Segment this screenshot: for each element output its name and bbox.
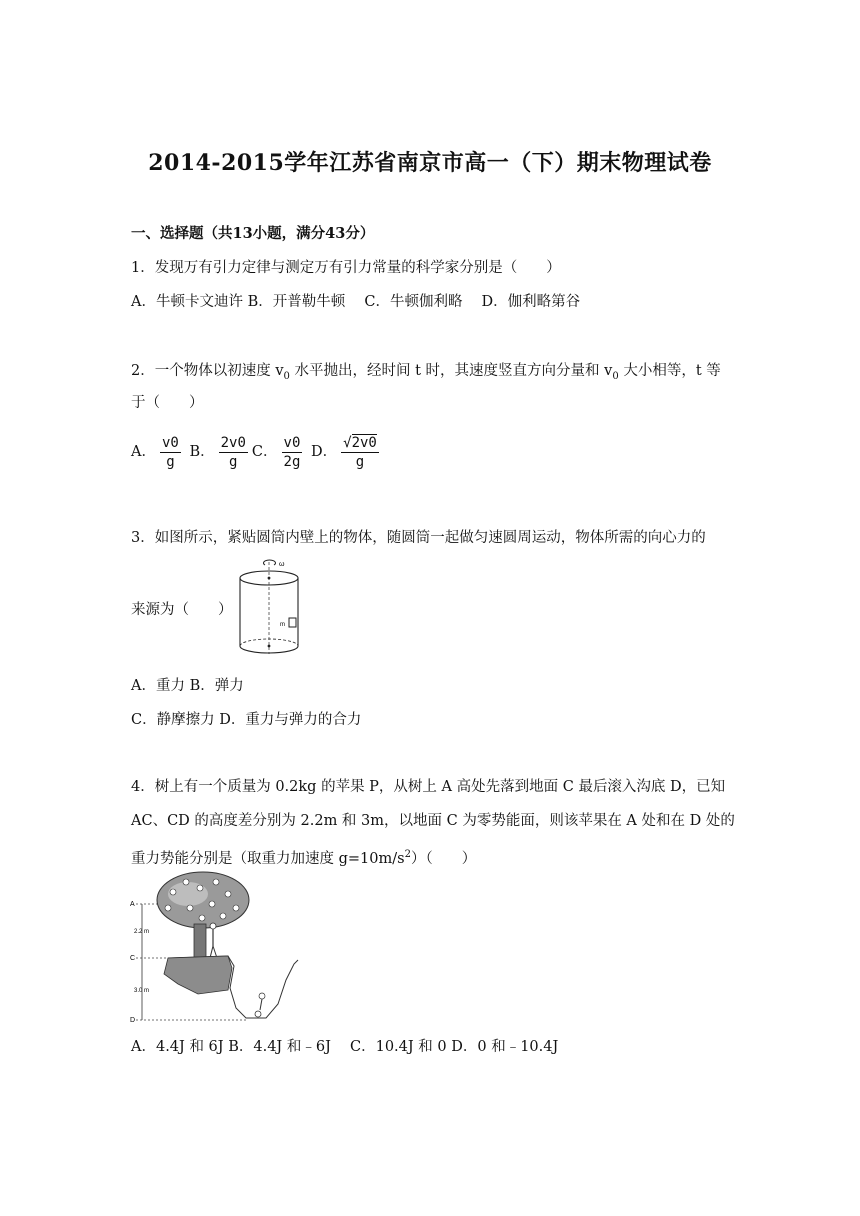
option-c-label: C．: [251, 444, 278, 460]
label-a: A: [130, 901, 135, 908]
question-2-options: [131, 432, 383, 472]
question-2-stem-cont: 于（ ）: [131, 395, 204, 411]
question-3-stem-cont: 来源为（ ）: [131, 602, 233, 618]
question-4-line-1: 4．树上有一个质量为 0.2kg 的苹果 P，从树上 A 高处先落到地面 C 最后滚入沟底 D，已知: [131, 779, 726, 795]
question-1-options: A．牛顿卡文迪许 B．开普勒牛顿 C．牛顿伽利略 D．伽利略第谷: [131, 294, 581, 310]
question-1-stem: 1．发现万有引力定律与测定万有引力常量的科学家分别是（ ）: [131, 260, 561, 276]
question-4-line-2: AC、CD 的高度差分别为 2.2m 和 3m，以地面 C 为零势能面，则该苹果在 A 处和在 D 处的: [131, 813, 735, 829]
question-2-stem: 2．一个物体以初速度 $v_0$ 水平抛出，经时间 t 时，其速度竖直方向分量和 $v_0$ 大小相等，t 等: [131, 363, 721, 382]
option-d-fraction: $\frac{√2v0}{g}$: [343, 434, 377, 470]
omega-label: ω: [279, 561, 285, 568]
question-3-stem: 3．如图所示，紧贴圆筒内壁上的物体，随圆筒一起做匀速圆周运动，物体所需的向心力的: [131, 530, 706, 546]
rotation-arrow-icon: [264, 560, 276, 565]
cylinder-figure: [232, 556, 310, 668]
option-b-fraction: $\frac{2v0}{g}$: [220, 434, 246, 470]
question-4-options: A．4.4J 和 6J B．4.4J 和﹣6J C．10.4J 和 0 D．0 和﹣10.4J: [131, 1039, 559, 1055]
block-on-wall: [289, 618, 296, 627]
option-b-label: B．: [189, 444, 215, 460]
option-d-label: D．: [310, 444, 338, 460]
option-a-label: A．: [131, 444, 156, 460]
label-d: D: [130, 1017, 136, 1024]
page-title: 2014-2015学年江苏省南京市高一（下）期末物理试卷: [148, 150, 712, 176]
section-heading: 一、选择题（共13小题，满分43分）: [131, 225, 375, 242]
label-c: C: [130, 955, 136, 962]
tree-trunk: [194, 924, 206, 960]
question-4-line-3: 重力势能分别是（取重力加速度 $g=10m/s^2$）（ ）: [131, 849, 477, 867]
question-3-options-1: A．重力 B．弹力: [131, 678, 244, 694]
option-c-fraction: $\frac{v0}{2g}$: [283, 434, 301, 470]
mass-label: m: [280, 622, 285, 628]
height-cd-label: 3.0 m: [134, 988, 150, 994]
question-3-options-2: C．静摩擦力 D．重力与弹力的合力: [131, 712, 362, 728]
apple-tree-figure: [128, 868, 304, 1030]
height-ac-label: 2.2 m: [134, 929, 150, 935]
option-a-fraction: $\frac{v0}{g}$: [161, 434, 179, 470]
apple-in-ditch: [255, 1011, 261, 1017]
